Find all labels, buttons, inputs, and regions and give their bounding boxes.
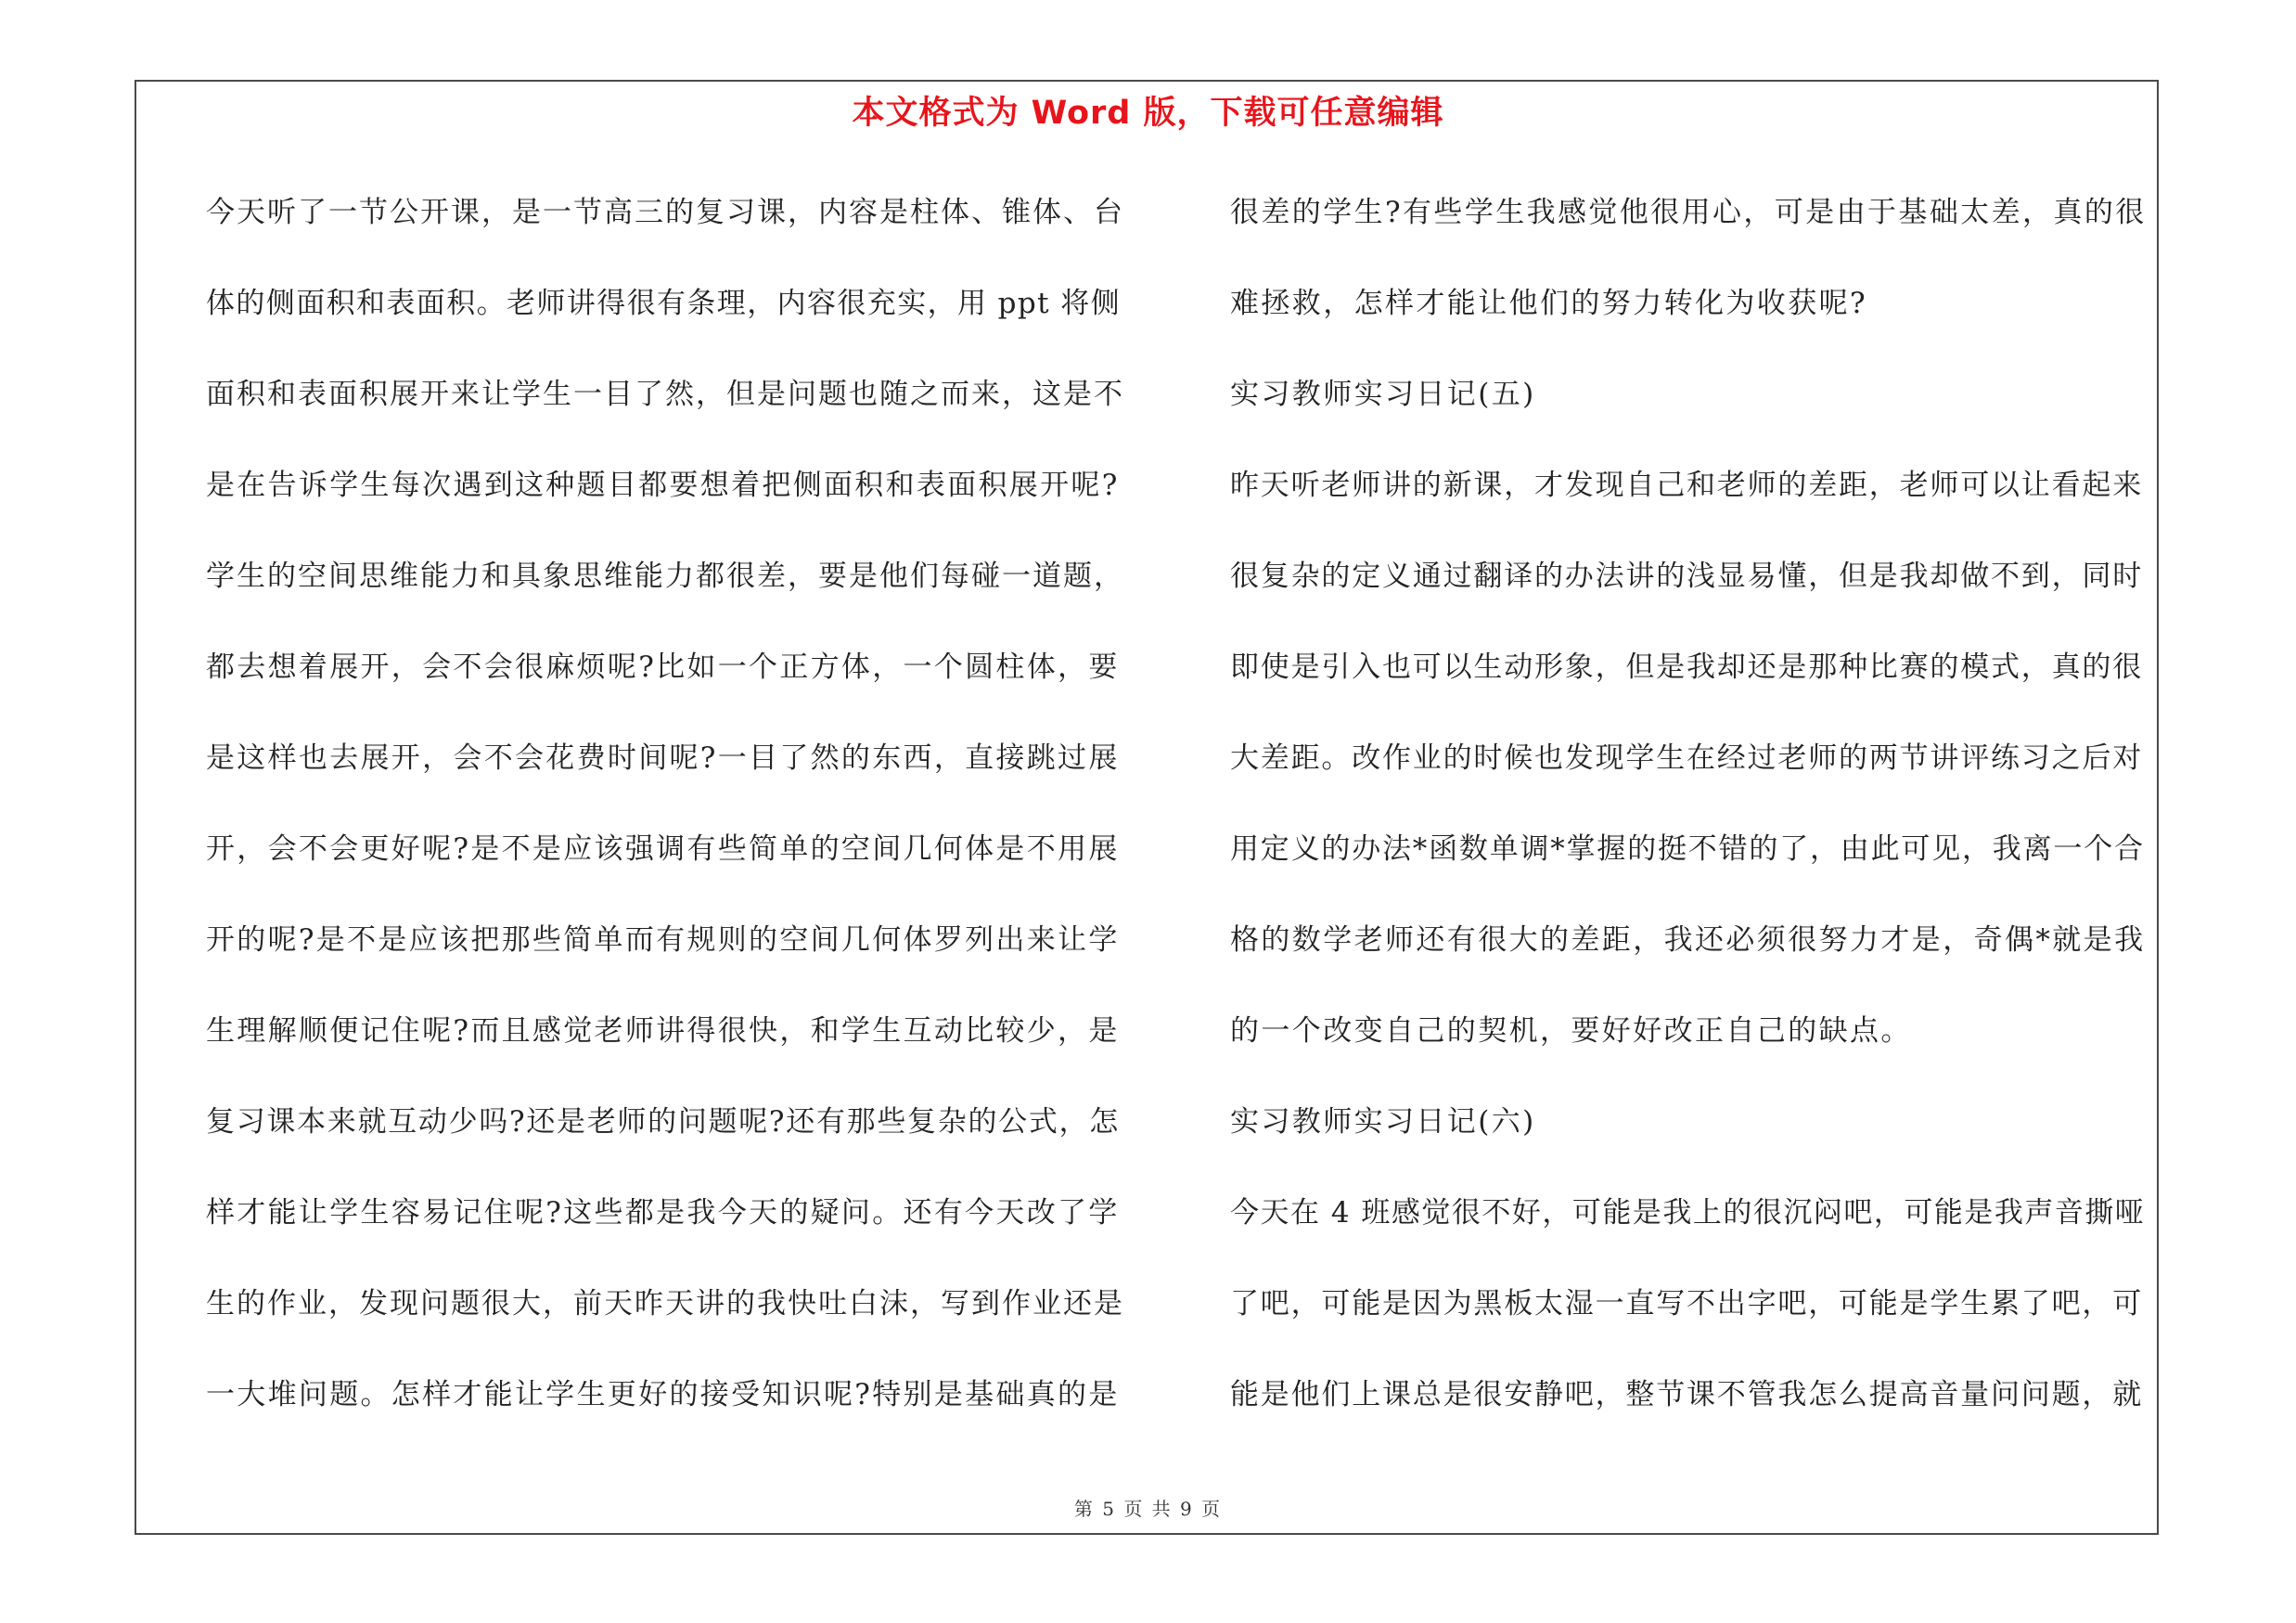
text-line: 今天在 4 班感觉很不好，可能是我上的很沉闷吧，可能是我声音撕哑 <box>1230 1196 2146 1230</box>
text-line: 样才能让学生容易记住呢?这些都是我今天的疑问。还有今天改了学 <box>206 1196 1120 1230</box>
text-line: 都去想着展开，会不会很麻烦呢?比如一个正方体，一个圆柱体，要 <box>206 650 1120 684</box>
text-line: 能是他们上课总是很安静吧，整节课不管我怎么提高音量问问题，就 <box>1230 1378 2143 1411</box>
text-line: 很差的学生?有些学生我感觉他很用心，可是由于基础太差，真的很 <box>1230 196 2147 229</box>
text-line: 难拯救，怎样才能让他们的努力转化为收获呢? <box>1230 287 1868 320</box>
section-heading: 实习教师实习日记(五) <box>1230 378 1536 411</box>
text-line: 用定义的办法*函数单调*掌握的挺不错的了，由此可见，我离一个合 <box>1230 832 2145 866</box>
text-line: 很复杂的定义通过翻译的办法讲的浅显易懂，但是我却做不到，同时 <box>1230 560 2143 593</box>
text-line: 格的数学老师还有很大的差距，我还必须很努力才是，奇偶*就是我 <box>1230 923 2146 957</box>
text-line: 开，会不会更好呢?是不是应该强调有些简单的空间几何体是不用展 <box>206 832 1120 866</box>
text-line: 体的侧面积和表面积。老师讲得很有条理，内容很充实，用 ppt 将侧 <box>206 287 1122 320</box>
text-line: 学生的空间思维能力和具象思维能力都很差，要是他们每碰一道题， <box>206 560 1124 593</box>
left-text-column <box>206 180 1124 1453</box>
text-line: 今天听了一节公开课，是一节高三的复习课，内容是柱体、锥体、台 <box>206 196 1124 229</box>
text-line: 生理解顺便记住呢?而且感觉老师讲得很快，和学生互动比较少，是 <box>206 1014 1120 1048</box>
text-line: 即使是引入也可以生动形象，但是我却还是那种比赛的模式，真的很 <box>1230 650 2143 684</box>
text-line: 是这样也去展开，会不会花费时间呢?一目了然的东西，直接跳过展 <box>206 741 1120 775</box>
section-heading: 实习教师实习日记(六) <box>1230 1105 1536 1139</box>
text-line: 大差距。改作业的时候也发现学生在经过老师的两节讲评练习之后对 <box>1230 741 2143 775</box>
text-line: 面积和表面积展开来让学生一目了然，但是问题也随之而来，这是不 <box>206 378 1124 411</box>
text-line: 生的作业，发现问题很大，前天昨天讲的我快吐白沫，写到作业还是 <box>206 1287 1124 1320</box>
right-text-column <box>1230 180 2148 1453</box>
header-banner: 本文格式为 Word 版，下载可任意编辑 <box>852 95 1444 132</box>
text-line: 了吧，可能是因为黑板太湿一直写不出字吧，可能是学生累了吧，可 <box>1230 1287 2143 1320</box>
text-line: 是在告诉学生每次遇到这种题目都要想着把侧面积和表面积展开呢? <box>206 469 1120 502</box>
page-number: 第 5 页 共 9 页 <box>1073 1498 1223 1520</box>
text-line: 昨天听老师讲的新课，才发现自己和老师的差距，老师可以让看起来 <box>1230 469 2143 502</box>
text-line: 开的呢?是不是应该把那些简单而有规则的空间几何体罗列出来让学 <box>206 923 1120 957</box>
text-line: 复习课本来就互动少吗?还是老师的问题呢?还有那些复杂的公式，怎 <box>206 1105 1120 1139</box>
text-line: 的一个改变自己的契机，要好好改正自己的缺点。 <box>1230 1014 1912 1048</box>
text-line: 一大堆问题。怎样才能让学生更好的接受知识呢?特别是基础真的是 <box>206 1378 1120 1411</box>
